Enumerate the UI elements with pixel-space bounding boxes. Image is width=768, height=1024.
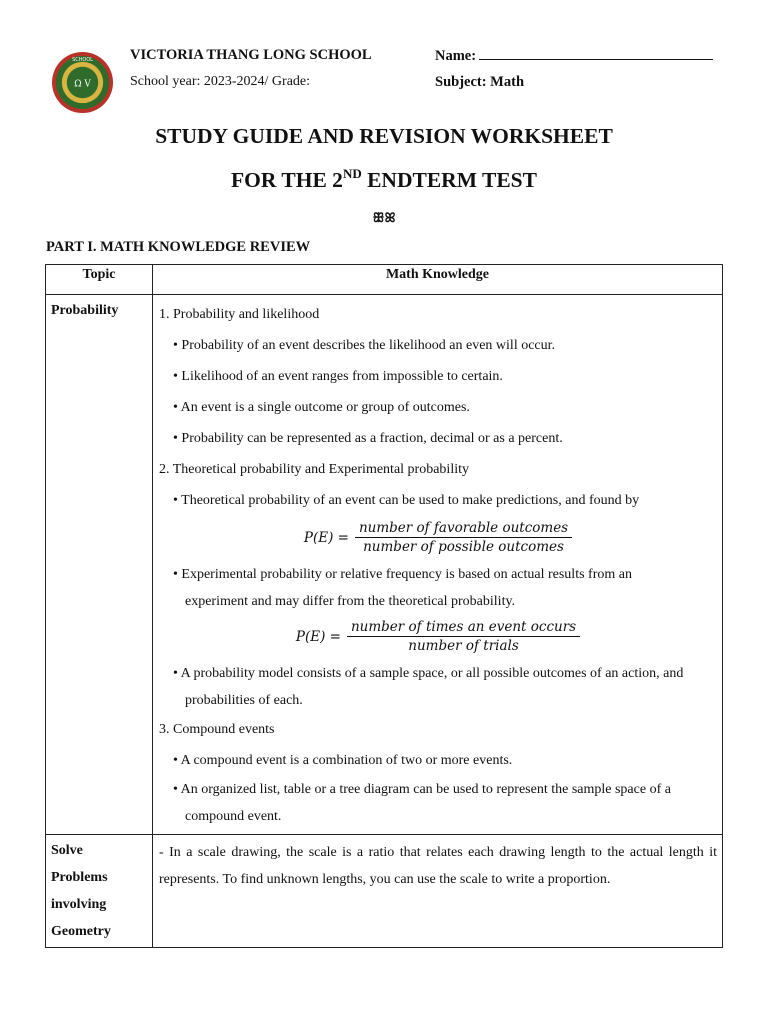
bullet-line: • A probability model consists of a sample space, or all possible outcomes of an action, and bbox=[173, 666, 684, 681]
topic-line: Solve bbox=[51, 843, 83, 858]
table-row bbox=[46, 835, 723, 948]
topic-line: Geometry bbox=[51, 924, 111, 939]
header-knowledge: Math Knowledge bbox=[153, 265, 723, 295]
formula-fraction bbox=[355, 520, 572, 555]
geometry-content bbox=[153, 835, 723, 948]
bullet-line: • Experimental probability or relative frequency is based on actual results from an bbox=[173, 567, 632, 582]
bullet-item: • A compound event is a combination of two or more events. bbox=[173, 753, 513, 768]
subtitle-pre: FOR THE 2 bbox=[231, 168, 343, 192]
probability-content bbox=[153, 295, 723, 835]
school-logo bbox=[51, 51, 114, 114]
formula-numerator: number of times an event occurs bbox=[347, 619, 580, 637]
school-year: School year: 2023-2024/ Grade: bbox=[130, 74, 311, 89]
bullet-item: • An event is a single outcome or group of outcomes. bbox=[173, 400, 470, 415]
geometry-text: - In a scale drawing, the scale is a ratio that relates each drawing length to the actual length it represents. To find unknown lengths, you can use the scale to write a proportion. bbox=[159, 845, 717, 887]
section-title: 1. Probability and likelihood bbox=[159, 307, 320, 322]
topic-geometry bbox=[46, 835, 153, 948]
theoretical-formula bbox=[159, 520, 717, 555]
bullet-item: • Theoretical probability of an event can be used to make predictions, and found by bbox=[173, 493, 640, 508]
knowledge-table bbox=[45, 264, 723, 948]
bullet-item: • Probability of an event describes the likelihood an even will occur. bbox=[173, 338, 556, 353]
formula-denominator: number of possible outcomes bbox=[363, 539, 564, 555]
bullet-line: • An organized list, table or a tree diagram can be used to represent the sample space of a bbox=[173, 782, 671, 797]
bullet-item: • Probability can be represented as a fraction, decimal or as a percent. bbox=[173, 431, 563, 446]
bullet-item bbox=[159, 660, 717, 714]
formula-denominator: number of trials bbox=[408, 638, 519, 654]
table-header-row bbox=[46, 265, 723, 295]
topic-line: involving bbox=[51, 897, 107, 912]
subtitle-sup: ND bbox=[342, 166, 362, 181]
subtitle-post: ENDTERM TEST bbox=[361, 168, 537, 192]
bullet-item bbox=[159, 561, 717, 615]
experimental-formula bbox=[159, 619, 717, 654]
worksheet-title: STUDY GUIDE AND REVISION WORKSHEET bbox=[155, 124, 613, 148]
section-title: 3. Compound events bbox=[159, 722, 275, 737]
formula-fraction bbox=[347, 619, 580, 654]
bullet-line: compound event. bbox=[185, 809, 282, 824]
formula-lhs: P(E) = bbox=[295, 628, 341, 645]
formula-lhs: P(E) = bbox=[303, 529, 349, 546]
worksheet-subtitle bbox=[0, 168, 768, 193]
subject-label: Subject: Math bbox=[435, 74, 525, 90]
part-heading: PART I. MATH KNOWLEDGE REVIEW bbox=[46, 239, 311, 255]
name-label: Name: bbox=[435, 48, 477, 64]
bullet-line: experiment and may differ from the theoretical probability. bbox=[185, 594, 516, 609]
logo-letters: Ω V bbox=[74, 79, 91, 90]
topic-line: Problems bbox=[51, 870, 108, 885]
header-topic: Topic bbox=[46, 265, 153, 295]
logo-text: SCHOOL bbox=[72, 56, 93, 63]
name-blank-line bbox=[479, 47, 713, 60]
bullet-line: probabilities of each. bbox=[185, 693, 303, 708]
bullet-item bbox=[159, 776, 717, 830]
bullet-item: • Likelihood of an event ranges from impossible to certain. bbox=[173, 369, 503, 384]
table-row bbox=[46, 295, 723, 835]
section-title: 2. Theoretical probability and Experimental probability bbox=[159, 462, 469, 477]
formula-numerator: number of favorable outcomes bbox=[355, 520, 572, 538]
school-name: VICTORIA THANG LONG SCHOOL bbox=[130, 47, 372, 63]
topic-probability: Probability bbox=[46, 295, 153, 835]
ornament-divider: ꕥꕤ bbox=[372, 210, 396, 225]
name-field bbox=[435, 47, 713, 65]
